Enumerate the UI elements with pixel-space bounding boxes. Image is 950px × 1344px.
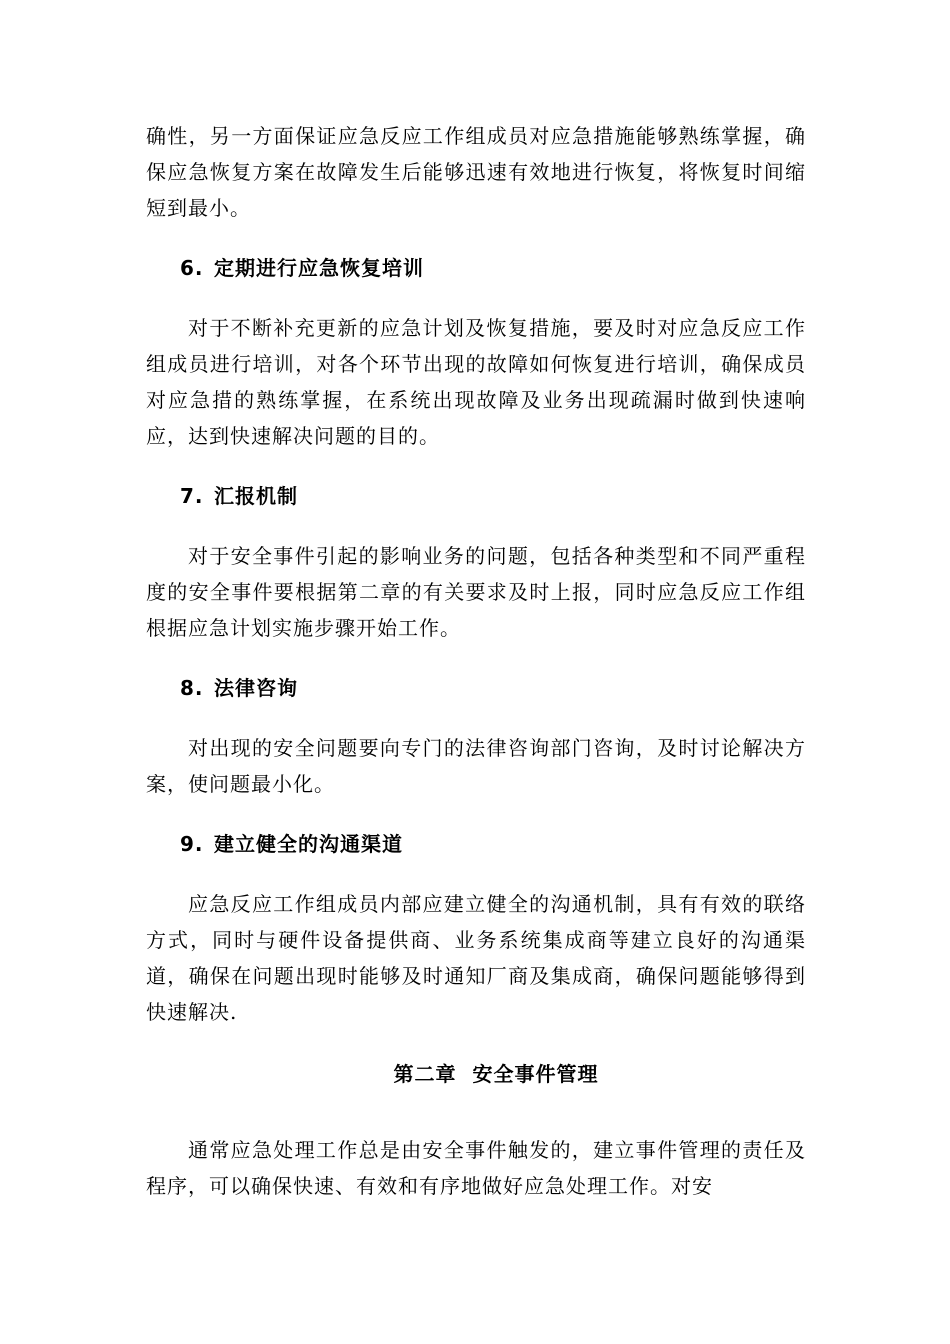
spacer bbox=[146, 646, 806, 670]
document-body bbox=[146, 118, 806, 1204]
section-8-number: 8. bbox=[180, 676, 204, 700]
spacer bbox=[146, 454, 806, 478]
spacer bbox=[146, 1030, 806, 1056]
intro-paragraph: 确性，另一方面保证应急反应工作组成员对应急措施能够熟练掌握，确保应急恢复方案在故障发生后能够迅速有效地进行恢复，将恢复时间缩短到最小。 bbox=[146, 124, 806, 220]
section-7-title: 汇报机制 bbox=[214, 484, 298, 508]
spacer bbox=[146, 706, 806, 730]
spacer bbox=[146, 226, 806, 250]
section-6-paragraph: 对于不断补充更新的应急计划及恢复措施，要及时对应急反应工作组成员进行培训，对各个环节出现的故障如何恢复进行培训，确保成员对应急措的熟练掌握，在系统出现故障及业务出现疏漏时做到快速响应，达到快速解决问题的目的。 bbox=[146, 316, 806, 448]
section-9-paragraph: 应急反应工作组成员内部应建立健全的沟通机制，具有有效的联络方式，同时与硬件设备提供商、业务系统集成商等建立良好的沟通渠道，确保在问题出现时能够及时通知厂商及集成商，确保问题能够得到快速解决. bbox=[146, 892, 806, 1024]
section-6-heading bbox=[146, 250, 806, 286]
spacer bbox=[146, 514, 806, 538]
section-9-heading bbox=[146, 826, 806, 862]
section-8-paragraph: 对出现的安全问题要向专门的法律咨询部门咨询，及时讨论解决方案，使问题最小化。 bbox=[146, 736, 806, 796]
section-6-number: 6. bbox=[180, 256, 204, 280]
spacer bbox=[146, 1092, 806, 1132]
section-9-title: 建立健全的沟通渠道 bbox=[214, 832, 403, 856]
chapter-2-heading bbox=[146, 1056, 806, 1092]
chapter-2-paragraph: 通常应急处理工作总是由安全事件触发的，建立事件管理的责任及程序，可以确保快速、有效和有序地做好应急处理工作。对安 bbox=[146, 1138, 806, 1198]
section-9-number: 9. bbox=[180, 832, 204, 856]
chapter-2-title: 安全事件管理 bbox=[472, 1062, 599, 1086]
spacer bbox=[146, 286, 806, 310]
section-7-heading bbox=[146, 478, 806, 514]
section-7-paragraph: 对于安全事件引起的影响业务的问题，包括各种类型和不同严重程度的安全事件要根据第二章的有关要求及时上报，同时应急反应工作组根据应急计划实施步骤开始工作。 bbox=[146, 544, 806, 640]
spacer bbox=[146, 862, 806, 886]
section-7-number: 7. bbox=[180, 484, 204, 508]
spacer bbox=[146, 802, 806, 826]
section-6-title: 定期进行应急恢复培训 bbox=[214, 256, 424, 280]
section-8-heading bbox=[146, 670, 806, 706]
chapter-2-number: 第二章 bbox=[393, 1062, 457, 1086]
section-8-title: 法律咨询 bbox=[214, 676, 298, 700]
